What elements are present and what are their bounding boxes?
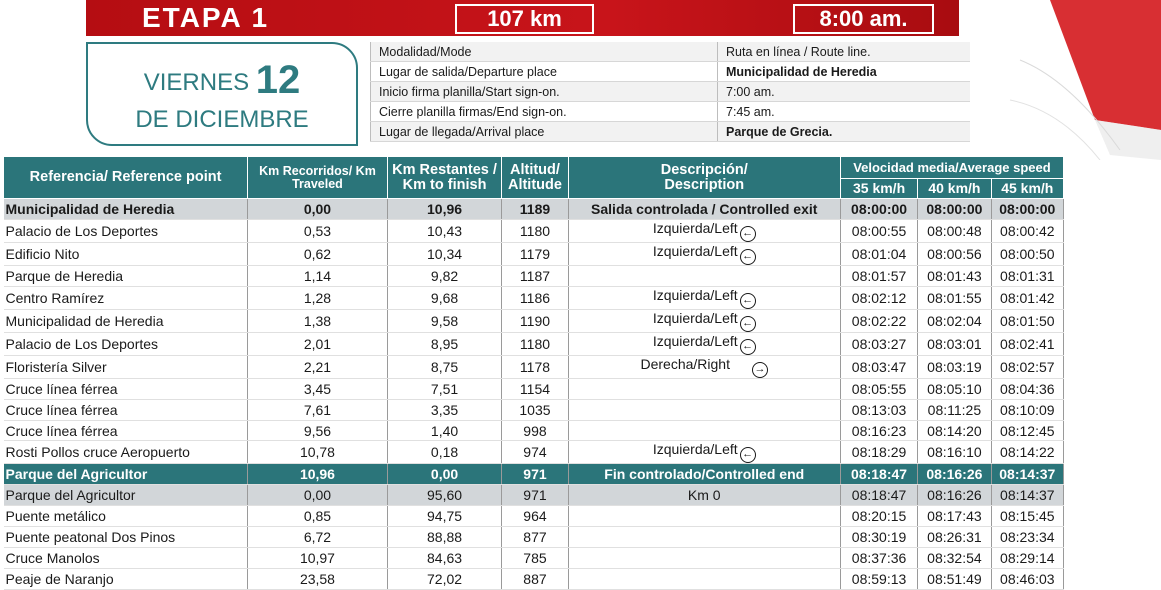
cell-km-traveled: 2,21 bbox=[248, 355, 388, 378]
cell-km-traveled: 10,96 bbox=[248, 464, 388, 485]
header-average-speed: Velocidad media/Average speed bbox=[840, 157, 1063, 179]
cell-reference: Peaje de Naranjo bbox=[4, 568, 248, 589]
info-label: Modalidad/Mode bbox=[371, 42, 718, 62]
table-row bbox=[4, 219, 1064, 242]
info-label: Inicio firma planilla/Start sign-on. bbox=[371, 82, 718, 102]
cell-description bbox=[568, 568, 840, 589]
cell-reference: Municipalidad de Heredia bbox=[4, 309, 248, 332]
cell-time-35: 08:00:00 bbox=[840, 199, 917, 220]
cell-km-remaining: 9,68 bbox=[387, 286, 502, 309]
left-arrow-icon: ← bbox=[740, 249, 756, 265]
cell-km-remaining: 8,95 bbox=[387, 332, 502, 355]
cell-description bbox=[568, 242, 840, 265]
table-row bbox=[4, 527, 1064, 548]
cell-reference: Municipalidad de Heredia bbox=[4, 199, 248, 220]
cell-time-35: 08:02:12 bbox=[840, 286, 917, 309]
cell-time-40: 08:01:55 bbox=[918, 286, 991, 309]
cell-altitude: 1189 bbox=[502, 199, 568, 220]
cell-time-40: 08:03:19 bbox=[918, 355, 991, 378]
info-row bbox=[371, 82, 971, 102]
route-table bbox=[3, 156, 1064, 590]
cell-time-35: 08:03:27 bbox=[840, 332, 917, 355]
cell-time-45: 08:01:42 bbox=[991, 286, 1063, 309]
cell-altitude: 877 bbox=[502, 527, 568, 548]
cell-time-35: 08:18:47 bbox=[840, 464, 917, 485]
cell-reference: Parque de Heredia bbox=[4, 265, 248, 286]
cell-time-35: 08:20:15 bbox=[840, 506, 917, 527]
cell-altitude: 1186 bbox=[502, 286, 568, 309]
cell-km-remaining: 7,51 bbox=[387, 378, 502, 399]
cell-description bbox=[568, 355, 840, 378]
cell-time-40: 08:14:20 bbox=[918, 420, 991, 441]
cell-time-40: 08:26:31 bbox=[918, 527, 991, 548]
cell-description bbox=[568, 441, 840, 464]
info-value: Municipalidad de Heredia bbox=[718, 62, 971, 82]
cell-time-40: 08:16:10 bbox=[918, 441, 991, 464]
cell-km-traveled: 1,38 bbox=[248, 309, 388, 332]
cell-description bbox=[568, 464, 840, 485]
cell-km-traveled: 0,00 bbox=[248, 199, 388, 220]
cell-time-35: 08:03:47 bbox=[840, 355, 917, 378]
right-arrow-icon: → bbox=[752, 362, 768, 378]
table-row bbox=[4, 548, 1064, 569]
cell-km-remaining: 94,75 bbox=[387, 506, 502, 527]
cell-time-45: 08:15:45 bbox=[991, 506, 1063, 527]
cell-km-remaining: 88,88 bbox=[387, 527, 502, 548]
cell-time-40: 08:16:26 bbox=[918, 485, 991, 506]
cell-time-35: 08:01:04 bbox=[840, 242, 917, 265]
header-speed-40: 40 km/h bbox=[918, 178, 991, 199]
cell-description bbox=[568, 506, 840, 527]
stage-title: ETAPA 1 bbox=[142, 2, 270, 33]
cell-description bbox=[568, 485, 840, 506]
table-row bbox=[4, 286, 1064, 309]
table-row bbox=[4, 242, 1064, 265]
cell-time-45: 08:02:57 bbox=[991, 355, 1063, 378]
cell-time-35: 08:30:19 bbox=[840, 527, 917, 548]
header-speed-35: 35 km/h bbox=[840, 178, 917, 199]
cell-time-35: 08:37:36 bbox=[840, 548, 917, 569]
cell-time-40: 08:17:43 bbox=[918, 506, 991, 527]
cell-time-40: 08:02:04 bbox=[918, 309, 991, 332]
table-row bbox=[4, 378, 1064, 399]
cell-km-remaining: 84,63 bbox=[387, 548, 502, 569]
table-row bbox=[4, 506, 1064, 527]
cell-reference: Cruce línea férrea bbox=[4, 378, 248, 399]
date-month: DE DICIEMBRE bbox=[135, 106, 309, 133]
cell-reference: Cruce línea férrea bbox=[4, 399, 248, 420]
cell-time-45: 08:12:45 bbox=[991, 420, 1063, 441]
cell-km-remaining: 95,60 bbox=[387, 485, 502, 506]
cell-reference: Floristería Silver bbox=[4, 355, 248, 378]
info-row bbox=[371, 42, 971, 62]
cell-altitude: 1179 bbox=[502, 242, 568, 265]
cell-km-traveled: 2,01 bbox=[248, 332, 388, 355]
cell-time-40: 08:03:01 bbox=[918, 332, 991, 355]
cell-time-40: 08:11:25 bbox=[918, 399, 991, 420]
table-row bbox=[4, 355, 1064, 378]
cell-reference: Palacio de Los Deportes bbox=[4, 332, 248, 355]
cell-reference: Parque del Agricultor bbox=[4, 485, 248, 506]
cell-km-remaining: 10,34 bbox=[387, 242, 502, 265]
cell-altitude: 1180 bbox=[502, 332, 568, 355]
description-text: Salida controlada / Controlled exit bbox=[591, 200, 818, 217]
cell-time-45: 08:04:36 bbox=[991, 378, 1063, 399]
cell-time-45: 08:02:41 bbox=[991, 332, 1063, 355]
description-text: Izquierda/Left bbox=[652, 332, 738, 349]
cell-description bbox=[568, 286, 840, 309]
cell-km-traveled: 0,00 bbox=[248, 485, 388, 506]
cell-altitude: 1180 bbox=[502, 219, 568, 242]
cell-time-45: 08:23:34 bbox=[991, 527, 1063, 548]
info-label: Lugar de salida/Departure place bbox=[371, 62, 718, 82]
header-description: Descripción/ Description bbox=[568, 157, 840, 199]
cell-time-45: 08:01:50 bbox=[991, 309, 1063, 332]
cell-km-traveled: 0,85 bbox=[248, 506, 388, 527]
cell-time-35: 08:18:47 bbox=[840, 485, 917, 506]
cell-time-40: 08:00:56 bbox=[918, 242, 991, 265]
cell-km-traveled: 10,78 bbox=[248, 441, 388, 464]
cell-time-45: 08:14:37 bbox=[991, 464, 1063, 485]
stage-banner bbox=[86, 0, 959, 36]
cell-description bbox=[568, 219, 840, 242]
date-weekday: VIERNES bbox=[143, 69, 250, 96]
table-row bbox=[4, 420, 1064, 441]
cell-altitude: 971 bbox=[502, 464, 568, 485]
table-row bbox=[4, 199, 1064, 220]
cell-time-45: 08:00:50 bbox=[991, 242, 1063, 265]
date-card bbox=[86, 42, 358, 146]
cell-altitude: 971 bbox=[502, 485, 568, 506]
cell-km-traveled: 6,72 bbox=[248, 527, 388, 548]
cell-altitude: 887 bbox=[502, 568, 568, 589]
cell-km-traveled: 0,62 bbox=[248, 242, 388, 265]
cell-reference: Cruce Manolos bbox=[4, 548, 248, 569]
table-row bbox=[4, 464, 1064, 485]
cell-altitude: 964 bbox=[502, 506, 568, 527]
cell-time-40: 08:01:43 bbox=[918, 265, 991, 286]
cell-km-remaining: 9,58 bbox=[387, 309, 502, 332]
stage-info-table bbox=[370, 42, 970, 142]
info-row bbox=[371, 122, 971, 142]
table-row bbox=[4, 485, 1064, 506]
cell-km-traveled: 7,61 bbox=[248, 399, 388, 420]
cell-description bbox=[568, 399, 840, 420]
cell-description bbox=[568, 420, 840, 441]
cell-km-traveled: 10,97 bbox=[248, 548, 388, 569]
table-row bbox=[4, 309, 1064, 332]
cell-time-45: 08:10:09 bbox=[991, 399, 1063, 420]
cell-km-remaining: 10,96 bbox=[387, 199, 502, 220]
cell-time-45: 08:46:03 bbox=[991, 568, 1063, 589]
cell-altitude: 1190 bbox=[502, 309, 568, 332]
description-text: Izquierda/Left bbox=[652, 219, 738, 236]
header-altitude: Altitud/ Altitude bbox=[502, 157, 568, 199]
cell-reference: Puente peatonal Dos Pinos bbox=[4, 527, 248, 548]
cell-km-remaining: 0,18 bbox=[387, 441, 502, 464]
description-text: Km 0 bbox=[687, 487, 721, 504]
cell-km-remaining: 0,00 bbox=[387, 464, 502, 485]
table-row bbox=[4, 441, 1064, 464]
table-row bbox=[4, 265, 1064, 286]
cell-time-40: 08:05:10 bbox=[918, 378, 991, 399]
info-value: 7:00 am. bbox=[718, 82, 971, 102]
cell-km-remaining: 72,02 bbox=[387, 568, 502, 589]
cell-time-40: 08:32:54 bbox=[918, 548, 991, 569]
cell-time-45: 08:14:22 bbox=[991, 441, 1063, 464]
description-text: Fin controlado/Controlled end bbox=[604, 466, 805, 483]
cell-reference: Palacio de Los Deportes bbox=[4, 219, 248, 242]
cell-time-35: 08:05:55 bbox=[840, 378, 917, 399]
table-row bbox=[4, 399, 1064, 420]
cell-km-traveled: 0,53 bbox=[248, 219, 388, 242]
info-value: 7:45 am. bbox=[718, 102, 971, 122]
left-arrow-icon: ← bbox=[740, 447, 756, 463]
cell-altitude: 998 bbox=[502, 420, 568, 441]
table-row bbox=[4, 332, 1064, 355]
info-value: Ruta en línea / Route line. bbox=[718, 42, 971, 62]
cell-altitude: 785 bbox=[502, 548, 568, 569]
cell-time-45: 08:00:00 bbox=[991, 199, 1063, 220]
header-km-traveled: Km Recorridos/ Km Traveled bbox=[248, 157, 388, 199]
cell-time-35: 08:13:03 bbox=[840, 399, 917, 420]
cell-time-40: 08:16:26 bbox=[918, 464, 991, 485]
stage-distance: 107 km bbox=[455, 4, 594, 34]
info-value: Parque de Grecia. bbox=[718, 122, 971, 142]
cell-reference: Cruce línea férrea bbox=[4, 420, 248, 441]
cell-time-35: 08:59:13 bbox=[840, 568, 917, 589]
cell-description bbox=[568, 527, 840, 548]
date-weekday-line bbox=[88, 58, 356, 103]
description-text: Derecha/Right bbox=[640, 355, 730, 372]
cell-description bbox=[568, 332, 840, 355]
cell-reference: Centro Ramírez bbox=[4, 286, 248, 309]
info-row bbox=[371, 62, 971, 82]
cell-km-remaining: 3,35 bbox=[387, 399, 502, 420]
cell-reference: Edificio Nito bbox=[4, 242, 248, 265]
cell-description bbox=[568, 378, 840, 399]
header-reference: Referencia/ Reference point bbox=[4, 157, 248, 199]
cell-time-40: 08:00:48 bbox=[918, 219, 991, 242]
cell-description bbox=[568, 309, 840, 332]
cell-time-35: 08:00:55 bbox=[840, 219, 917, 242]
left-arrow-icon: ← bbox=[740, 339, 756, 355]
info-label: Cierre planilla firmas/End sign-on. bbox=[371, 102, 718, 122]
cell-km-remaining: 8,75 bbox=[387, 355, 502, 378]
stage-start-time: 8:00 am. bbox=[793, 4, 934, 34]
info-row bbox=[371, 102, 971, 122]
description-text: Izquierda/Left bbox=[652, 441, 738, 458]
cell-km-traveled: 1,14 bbox=[248, 265, 388, 286]
cell-km-traveled: 23,58 bbox=[248, 568, 388, 589]
cell-km-traveled: 9,56 bbox=[248, 420, 388, 441]
cell-time-35: 08:02:22 bbox=[840, 309, 917, 332]
cell-time-35: 08:18:29 bbox=[840, 441, 917, 464]
header-speed-45: 45 km/h bbox=[991, 178, 1063, 199]
table-row bbox=[4, 568, 1064, 589]
cell-altitude: 1154 bbox=[502, 378, 568, 399]
cell-time-40: 08:00:00 bbox=[918, 199, 991, 220]
cell-description bbox=[568, 265, 840, 286]
header-km-remaining: Km Restantes / Km to finish bbox=[387, 157, 502, 199]
info-label: Lugar de llegada/Arrival place bbox=[371, 122, 718, 142]
cell-km-traveled: 3,45 bbox=[248, 378, 388, 399]
cell-time-45: 08:00:42 bbox=[991, 219, 1063, 242]
cell-km-traveled: 1,28 bbox=[248, 286, 388, 309]
cell-time-35: 08:01:57 bbox=[840, 265, 917, 286]
cell-time-40: 08:51:49 bbox=[918, 568, 991, 589]
decorative-graphic bbox=[1000, 0, 1161, 160]
cell-description bbox=[568, 199, 840, 220]
description-text: Izquierda/Left bbox=[652, 242, 738, 259]
description-text: Izquierda/Left bbox=[652, 286, 738, 303]
left-arrow-icon: ← bbox=[740, 316, 756, 332]
cell-km-remaining: 9,82 bbox=[387, 265, 502, 286]
cell-km-remaining: 1,40 bbox=[387, 420, 502, 441]
cell-altitude: 1187 bbox=[502, 265, 568, 286]
cell-time-45: 08:01:31 bbox=[991, 265, 1063, 286]
left-arrow-icon: ← bbox=[740, 226, 756, 242]
cell-altitude: 1035 bbox=[502, 399, 568, 420]
date-day: 12 bbox=[255, 58, 301, 102]
cell-altitude: 1178 bbox=[502, 355, 568, 378]
cell-description bbox=[568, 548, 840, 569]
cell-time-45: 08:29:14 bbox=[991, 548, 1063, 569]
cell-reference: Rosti Pollos cruce Aeropuerto bbox=[4, 441, 248, 464]
left-arrow-icon: ← bbox=[740, 293, 756, 309]
description-text: Izquierda/Left bbox=[652, 309, 738, 326]
cell-km-remaining: 10,43 bbox=[387, 219, 502, 242]
cell-reference: Puente metálico bbox=[4, 506, 248, 527]
cell-time-35: 08:16:23 bbox=[840, 420, 917, 441]
cell-time-45: 08:14:37 bbox=[991, 485, 1063, 506]
cell-altitude: 974 bbox=[502, 441, 568, 464]
cell-reference: Parque del Agricultor bbox=[4, 464, 248, 485]
